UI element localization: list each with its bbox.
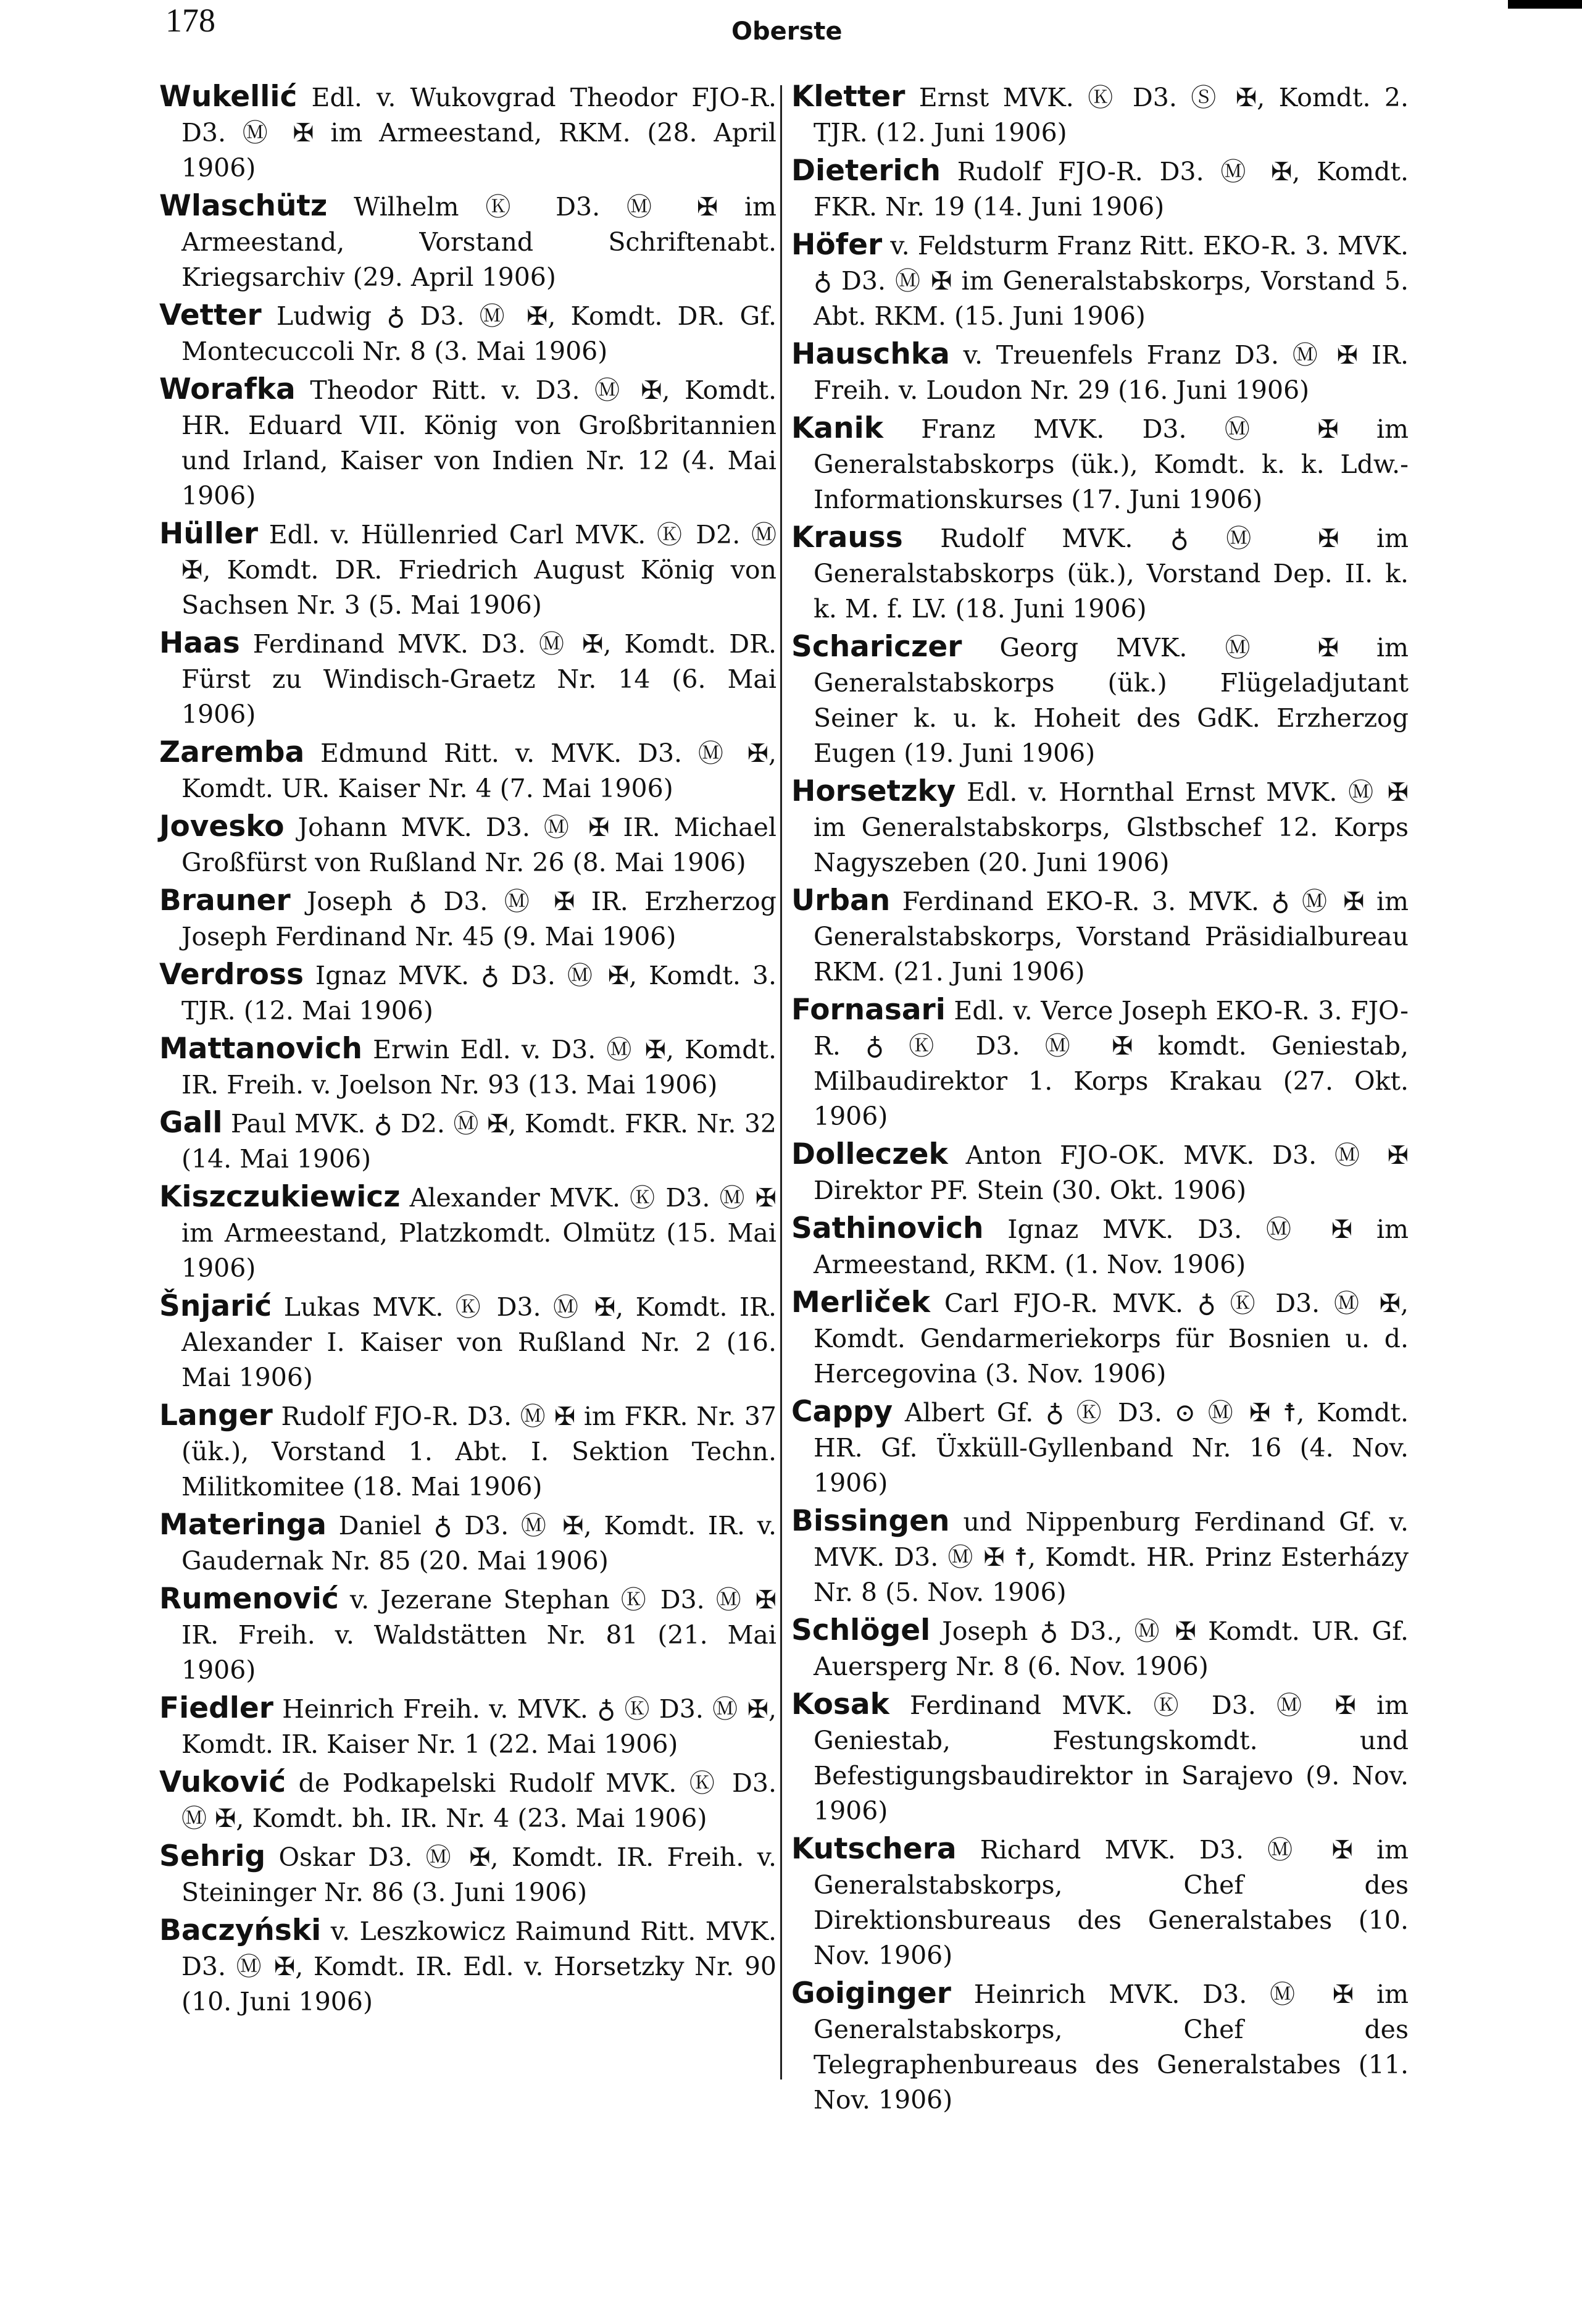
- list-item: [791, 1211, 1409, 1282]
- entry-details: Theodor Ritt. v. D3. Ⓜ ✠, Komdt. HR. Eduard VII. König von Großbritannien und Irland, Kaiser von Indien Nr. 12 (4. Mai 1906): [181, 375, 776, 511]
- list-item: [791, 1137, 1409, 1208]
- list-item: [791, 992, 1409, 1134]
- entry-name: Höfer: [791, 228, 883, 262]
- entry-details: v. Jezerane Stephan Ⓚ D3. Ⓜ ✠ IR. Freih. v. Waldstätten Nr. 81 (21. Mai 1906): [181, 1585, 776, 1685]
- entry-details: Ferdinand MVK. D3. Ⓜ ✠, Komdt. DR. Fürst zu Windisch-Graetz Nr. 14 (6. Mai 1906): [181, 629, 776, 729]
- entry-details: Rudolf FJO-R. D3. Ⓜ ✠ im FKR. Nr. 37 (ük.), Vorstand 1. Abt. I. Sektion Techn. Militkomitee (18. Mai 1906): [181, 1402, 776, 1502]
- entry-name: Kutschera: [791, 1832, 957, 1866]
- entry-name: Langer: [159, 1398, 273, 1432]
- entry-name: Vetter: [159, 298, 262, 332]
- list-item: [791, 1831, 1409, 1973]
- list-item: [159, 1839, 776, 1910]
- list-item: [791, 774, 1409, 880]
- list-item: [791, 1613, 1409, 1684]
- list-item: [159, 883, 776, 955]
- entry-name: Wukellić: [159, 80, 298, 114]
- entry-details: Ferdinand MVK. Ⓚ D3. Ⓜ ✠ im Geniestab, Festungskomdt. und Befestigungsbaudirektor in Sarajevo (9. Nov. 1906): [814, 1691, 1409, 1826]
- entry-details: Ernst MVK. Ⓚ D3. Ⓢ ✠, Komdt. 2. TJR. (12. Juni 1906): [814, 83, 1409, 148]
- list-item: [791, 336, 1409, 408]
- list-item: [159, 372, 776, 514]
- list-item: [159, 188, 776, 295]
- entry-name: Cappy: [791, 1395, 893, 1429]
- entry-details: Heinrich Freih. v. MVK. ♁ Ⓚ D3. Ⓜ ✠, Komdt. IR. Kaiser Nr. 1 (22. Mai 1906): [181, 1694, 776, 1759]
- entry-details: Johann MVK. D3. Ⓜ ✠ IR. Michael Großfürst von Rußland Nr. 26 (8. Mai 1906): [181, 813, 776, 877]
- entry-details: v. Treuenfels Franz D3. Ⓜ ✠ IR. Freih. v. Loudon Nr. 29 (16. Juni 1906): [814, 340, 1409, 405]
- entry-name: Sehrig: [159, 1839, 266, 1873]
- entry-details: und Nippenburg Ferdinand Gf. v. MVK. D3. Ⓜ ✠ ☨, Komdt. HR. Prinz Esterházy Nr. 8 (5. Nov. 1906): [814, 1507, 1409, 1607]
- list-item: [159, 735, 776, 806]
- entry-details: Daniel ♁ D3. Ⓜ ✠, Komdt. IR. v. Gaudernak Nr. 85 (20. Mai 1906): [181, 1511, 776, 1576]
- entry-name: Urban: [791, 884, 891, 917]
- entry-details: v. Leszkowicz Raimund Ritt. MVK. D3. Ⓜ ✠, Komdt. IR. Edl. v. Horsetzky Nr. 90 (10. Juni 1906): [181, 1916, 776, 2017]
- list-item: [159, 1507, 776, 1579]
- entry-details: Joseph ♁ D3., Ⓜ ✠ Komdt. UR. Gf. Auersperg Nr. 8 (6. Nov. 1906): [814, 1616, 1409, 1681]
- entry-details: Ferdinand EKO-R. 3. MVK. ♁ Ⓜ ✠ im Generalstabskorps, Vorstand Präsidialbureau RKM. (21. Juni 1906): [814, 887, 1409, 987]
- entry-details: Oskar D3. Ⓜ ✠, Komdt. IR. Freih. v. Steininger Nr. 86 (3. Juni 1906): [181, 1842, 776, 1907]
- entry-name: Kosak: [791, 1687, 889, 1721]
- entry-name: Worafka: [159, 372, 296, 406]
- entry-name: Vuković: [159, 1765, 286, 1799]
- entry-details: Edl. v. Hüllenried Carl MVK. Ⓚ D2. Ⓜ ✠, Komdt. DR. Friedrich August König von Sachsen Nr. 3 (5. Mai 1906): [181, 520, 776, 620]
- entry-details: Ignaz MVK. ♁ D3. Ⓜ ✠, Komdt. 3. TJR. (12. Mai 1906): [181, 961, 776, 1026]
- list-item: [159, 516, 776, 623]
- list-item: [791, 79, 1409, 151]
- list-item: [159, 1031, 776, 1103]
- list-item: [791, 1503, 1409, 1610]
- list-item: [791, 1687, 1409, 1829]
- entry-details: Edmund Ritt. v. MVK. D3. Ⓜ ✠, Komdt. UR. Kaiser Nr. 4 (7. Mai 1906): [181, 738, 776, 803]
- list-item: [159, 298, 776, 369]
- entry-name: Dieterich: [791, 154, 941, 188]
- list-item: [791, 629, 1409, 771]
- entry-details: Carl FJO-R. MVK. ♁ Ⓚ D3. Ⓜ ✠, Komdt. Gendarmeriekorps für Bosnien u. d. Hercegovina (3. Nov. 1906): [814, 1289, 1409, 1389]
- entry-name: Gall: [159, 1106, 223, 1140]
- list-item: [791, 227, 1409, 334]
- list-item: [791, 1394, 1409, 1501]
- column-divider: [780, 85, 782, 2079]
- entry-details: Ludwig ♁ D3. Ⓜ ✠, Komdt. DR. Gf. Montecuccoli Nr. 8 (3. Mai 1906): [181, 301, 776, 366]
- entry-details: Paul MVK. ♁ D2. Ⓜ ✠, Komdt. FKR. Nr. 32 (14. Mai 1906): [181, 1109, 776, 1174]
- list-item: [159, 1913, 776, 2020]
- entry-name: Schariczer: [791, 630, 962, 664]
- list-item: [159, 625, 776, 732]
- right-column: [791, 79, 1409, 2120]
- list-item: [159, 1765, 776, 1836]
- entry-details: Richard MVK. D3. Ⓜ ✠ im Generalstabskorps, Chef des Direktionsbureaus des Generalstabes (10. Nov. 1906): [814, 1835, 1409, 1970]
- list-item: [791, 1976, 1409, 2118]
- list-item: [791, 1285, 1409, 1392]
- list-item: [791, 883, 1409, 990]
- page-number: 178: [165, 2, 215, 39]
- entry-name: Hüller: [159, 517, 259, 551]
- entry-name: Fornasari: [791, 993, 946, 1027]
- list-item: [159, 1398, 776, 1505]
- scan-edge-mark: [1508, 0, 1582, 9]
- entry-details: de Podkapelski Rudolf MVK. Ⓚ D3. Ⓜ ✠, Komdt. bh. IR. Nr. 4 (23. Mai 1906): [181, 1768, 776, 1833]
- entry-name: Rumenović: [159, 1582, 339, 1616]
- entry-name: Materinga: [159, 1508, 327, 1542]
- entry-name: Fiedler: [159, 1691, 273, 1725]
- entry-details: Edl. v. Hornthal Ernst MVK. Ⓜ ✠ im Generalstabskorps, Glstbschef 12. Korps Nagyszeben (20. Juni 1906): [814, 777, 1409, 877]
- page-title: Oberste: [731, 17, 843, 46]
- entry-details: Rudolf FJO-R. D3. Ⓜ ✠, Komdt. FKR. Nr. 19 (14. Juni 1906): [814, 157, 1409, 222]
- list-item: [159, 1289, 776, 1395]
- entry-details: Albert Gf. ♁ Ⓚ D3. ⊙ Ⓜ ✠ ☨, Komdt. HR. Gf. Üxküll-Gyllenband Nr. 16 (4. Nov. 1906): [814, 1398, 1409, 1498]
- entry-name: Baczyński: [159, 1913, 322, 1947]
- list-item: [791, 153, 1409, 225]
- entry-name: Šnjarić: [159, 1289, 272, 1323]
- entry-name: Jovesko: [159, 809, 285, 843]
- entry-name: Brauner: [159, 884, 291, 917]
- entry-name: Wlaschütz: [159, 189, 328, 223]
- list-item: [159, 957, 776, 1029]
- entry-name: Mattanovich: [159, 1032, 362, 1066]
- entry-name: Kanik: [791, 411, 883, 445]
- list-item: [159, 1179, 776, 1286]
- entry-details: Lukas MVK. Ⓚ D3. Ⓜ ✠, Komdt. IR. Alexander I. Kaiser von Rußland Nr. 2 (16. Mai 1906): [181, 1292, 776, 1392]
- entry-name: Bissingen: [791, 1504, 950, 1538]
- entry-name: Schlögel: [791, 1613, 931, 1647]
- entry-name: Dolleczek: [791, 1137, 948, 1171]
- entry-details: Edl. v. Wukovgrad Theodor FJO-R. D3. Ⓜ ✠ im Armeestand, RKM. (28. April 1906): [181, 83, 776, 183]
- entry-name: Horsetzky: [791, 774, 956, 808]
- list-item: [791, 520, 1409, 627]
- entry-details: Anton FJO-OK. MVK. D3. Ⓜ ✠ Direktor PF. Stein (30. Okt. 1906): [814, 1140, 1409, 1205]
- entry-details: Edl. v. Verce Joseph EKO-R. 3. FJO-R. ♁ Ⓚ D3. Ⓜ ✠ komdt. Geniestab, Milbaudirektor 1. Korps Krakau (27. Okt. 1906): [814, 996, 1409, 1131]
- entry-details: Erwin Edl. v. D3. Ⓜ ✠, Komdt. IR. Freih. v. Joelson Nr. 93 (13. Mai 1906): [181, 1035, 776, 1100]
- entry-name: Sathinovich: [791, 1211, 984, 1245]
- entry-details: Ignaz MVK. D3. Ⓜ ✠ im Armeestand, RKM. (1. Nov. 1906): [814, 1214, 1409, 1279]
- entry-details: Wilhelm Ⓚ D3. Ⓜ ✠ im Armeestand, Vorstand Schriftenabt. Kriegsarchiv (29. April 1906): [181, 192, 776, 292]
- entry-name: Kiszczukiewicz: [159, 1180, 401, 1214]
- entry-name: Hauschka: [791, 337, 950, 371]
- entry-details: Georg MVK. Ⓜ ✠ im Generalstabskorps (ük.) Flügeladjutant Seiner k. u. k. Hoheit des GdK. Erzherzog Eugen (19. Juni 1906): [814, 633, 1409, 768]
- left-column: [159, 79, 776, 2022]
- entry-details: Rudolf MVK. ♁ Ⓜ ✠ im Generalstabskorps (ük.), Vorstand Dep. II. k. k. M. f. LV. (18. Juni 1906): [814, 524, 1409, 624]
- entry-details: Franz MVK. D3. Ⓜ ✠ im Generalstabskorps (ük.), Komdt. k. k. Ldw.-Informationskurses (17. Juni 1906): [814, 414, 1409, 514]
- list-item: [159, 1105, 776, 1177]
- list-item: [159, 809, 776, 880]
- entry-name: Verdross: [159, 958, 304, 992]
- list-item: [159, 1691, 776, 1762]
- entry-name: Kletter: [791, 80, 905, 114]
- entry-name: Haas: [159, 626, 240, 660]
- list-item: [159, 79, 776, 186]
- entry-name: Zaremba: [159, 735, 305, 769]
- entry-details: Joseph ♁ D3. Ⓜ ✠ IR. Erzherzog Joseph Ferdinand Nr. 45 (9. Mai 1906): [181, 887, 776, 951]
- list-item: [159, 1581, 776, 1688]
- entry-details: v. Feldsturm Franz Ritt. EKO-R. 3. MVK. ♁ D3. Ⓜ ✠ im Generalstabskorps, Vorstand 5. Abt. RKM. (15. Juni 1906): [814, 231, 1409, 331]
- entry-name: Krauss: [791, 520, 903, 554]
- list-item: [791, 411, 1409, 517]
- entry-details: Heinrich MVK. D3. Ⓜ ✠ im Generalstabskorps, Chef des Telegraphenbureaus des Generalstabes (11. Nov. 1906): [814, 1979, 1409, 2115]
- entry-name: Merliček: [791, 1285, 931, 1319]
- entry-name: Goiginger: [791, 1976, 951, 2010]
- entry-details: Alexander MVK. Ⓚ D3. Ⓜ ✠ im Armeestand, Platzkomdt. Olmütz (15. Mai 1906): [181, 1183, 776, 1283]
